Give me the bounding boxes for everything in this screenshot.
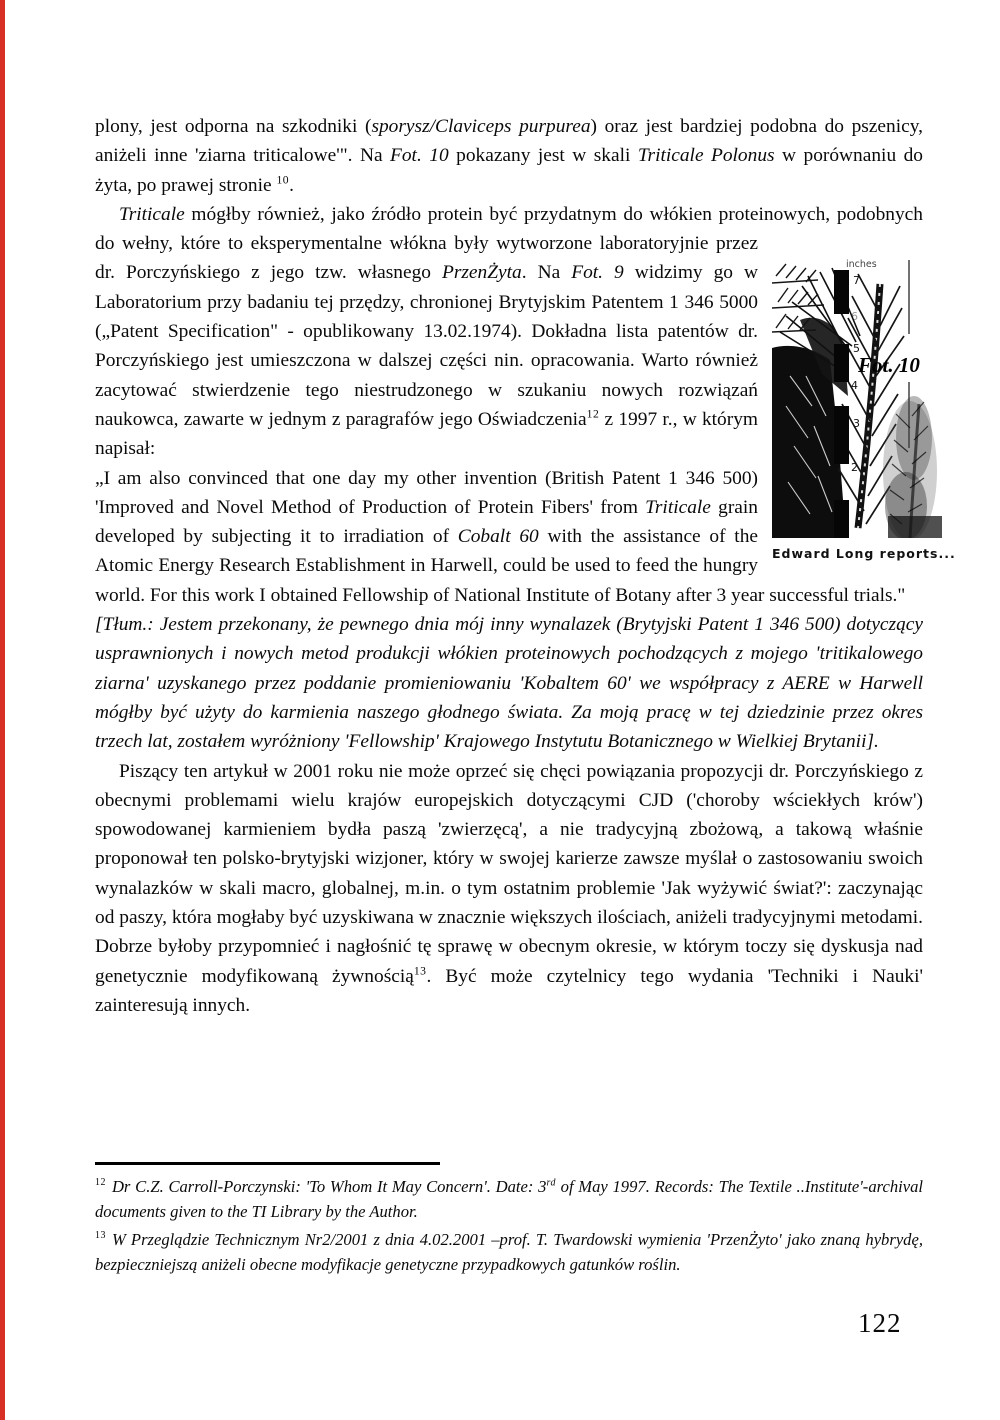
text-segment: pokazany jest w skali (448, 145, 638, 167)
footnote-separator (95, 1162, 440, 1165)
text-segment: [Tłum.: Jestem przekonany, że pewnego dnia mój inny wynalazek (Brytyjski Patent 1 346 500) dotyczący usprawnionych i nowych metod produkcji włókien proteinowych pochodzących z mojego 'tritikalowego ziarna' uzyskanego przez poddanie promieniowaniu 'Kobaltem 60' we współpracy z AERE w Harwell mógłby być użyty do karmienia naszego głodnego świata. Za moją pracę w tej dziedzinie przez okres trzech lat, zostałem wyróżniony 'Fellowship' Krajowego Instytutu Botanicznego w Wielkiej Brytanii]. (95, 614, 923, 753)
ruler-number: 7 (853, 274, 860, 287)
ruler-number: 2 (851, 461, 858, 474)
grain-spikes-photo (772, 256, 942, 538)
text-segment: Cobalt 60 (457, 526, 539, 548)
text-segment: z 1997 r., w którym napisał: (95, 408, 758, 460)
superscript-reference: 13 (413, 964, 427, 978)
ruler-number: 6 (851, 310, 858, 323)
text-segment: Triticale (645, 496, 711, 518)
ruler-number: 5 (853, 342, 860, 355)
inches-label: inches (846, 259, 877, 270)
footnotes (95, 1162, 923, 1280)
footnote (95, 1174, 923, 1224)
text-segment: . Być może czytelnicy tego wydania 'Techniki i Nauki' zainteresują innych. (95, 965, 923, 1016)
figure-label: Fot. 10 (858, 353, 920, 377)
text-segment: widzimy go w Laboratorium przy badaniu tej przędzy, chronionej Brytyjskim Patentem 1 346 5000 („Patent Specification" - opublikowany 13.02.1974). Dokładna lista patentów dr. Porczyńskiego jest umieszczona w dalszej części nin. opracowania. Warto również zacytować stwierdzenie tego niestrudzonego w szukaniu nowych rozwiązań naukowca, zawarte w jednym z paragrafów jego Oświadczenia (95, 262, 759, 430)
text-segment: W Przeglądzie Technicznym Nr2/2001 z dnia 4.02.2001 –prof. T. Twardowski wymienia 'PrzenŻyto' jako znaną hybrydę, bezpieczniejszą aniżeli obecne modyfikacje genetyczne przypadkowych gatunków roślin. (95, 1230, 923, 1274)
text-segment: sporysz/Claviceps purpurea (371, 116, 591, 137)
text-segment: Dr C.Z. Carroll-Porczynski: 'To Whom It May Concern'. Date: 3 (111, 1177, 547, 1196)
superscript-reference: 12 (586, 407, 600, 421)
text-segment: . Na (521, 262, 572, 284)
footnote-number: 12 (95, 1177, 106, 1189)
text-segment: Triticale (119, 203, 185, 225)
paragraph (95, 112, 923, 200)
superscript-reference: 10 (276, 173, 290, 187)
paragraph (95, 610, 923, 756)
text-segment: Piszący ten artykuł w 2001 roku nie może oprzeć się chęci powiązania propozycji dr. Porczyńskiego z obecnymi problemami wielu krajów europejskich dotyczącymi CJD ('choroby wściekłych krów') spowodowanej karmieniem bydła paszą 'zwierzęcą', a nie tradycyjną zbożową, a takową właśnie proponował ten polsko-brytyjski wizjoner, który w swojej karierze zawsze myślał o zastosowaniu swoich wynalazków w skali macro, globalnej, m.in. o tym ostatnim problemie 'Jak wyżywić świat?': zaczynając od paszy, która mogłaby być uzyskiwana w znacznie większych ilościach, aniżeli tradycyjnymi metodami. Dobrze byłoby przypomnieć i nagłośnić tę sprawę w obecnym okresie, w którym toczy się dyskusja nad genetycznie modyfikowaną żywnością (95, 760, 923, 987)
text-segment: with the assistance of the Atomic Energy Research Establishment in Harwell, could be used to feed the hungry world. For this work I obtained Fellowship of National Institute of Botany after 3 year successful trials." (95, 526, 906, 606)
text-segment: Triticale Polonus (637, 145, 775, 167)
right-spike (883, 396, 942, 538)
footnote (95, 1227, 923, 1277)
ruler-number: 4 (851, 379, 858, 392)
superscript-reference: rd (546, 1177, 556, 1189)
text-segment: grain developed by subjecting it to irradiation of (95, 496, 758, 548)
text-segment: mógłby również, jako źródło protein być przydatnym do włókien proteinowych, podobnych do wełny, które to eksperymentalne włókna były wytworzone laboratoryjnie przez dr. Porczyńskiego z jego tzw. własnego (95, 203, 923, 284)
figure-caption: Edward Long reports... (772, 546, 956, 561)
scan-edge-line (0, 0, 5, 1420)
text-segment: „I am also convinced that one day my other invention (British Patent 1 346 500) 'Improved and Novel Method of Production of Protein Fibers' from (95, 467, 758, 518)
text-segment: plony, jest odporna na szkodniki ( (95, 116, 372, 137)
page-number: 122 (858, 1308, 902, 1338)
text-segment: ) oraz jest bardziej podobna do pszenicy, aniżeli inne 'ziarna triticalowe'". Na (95, 116, 923, 167)
figure-fot-10 (772, 256, 956, 561)
footnote-number: 13 (95, 1230, 106, 1242)
text-segment: PrzenŻyta (442, 262, 522, 284)
text-segment: Fot. 10 (390, 145, 449, 167)
text-segment: of May 1997. Records: The Textile ..Institute'-archival documents given to the TI Library by the Author. (95, 1177, 923, 1221)
paragraph (95, 757, 923, 1021)
text-segment: Fot. 9 (571, 262, 624, 284)
text-segment: . (289, 174, 294, 196)
body-text (95, 112, 923, 1020)
text-segment: w porównaniu do żyta, po prawej stronie (95, 145, 923, 196)
ruler-number: 3 (853, 417, 860, 430)
